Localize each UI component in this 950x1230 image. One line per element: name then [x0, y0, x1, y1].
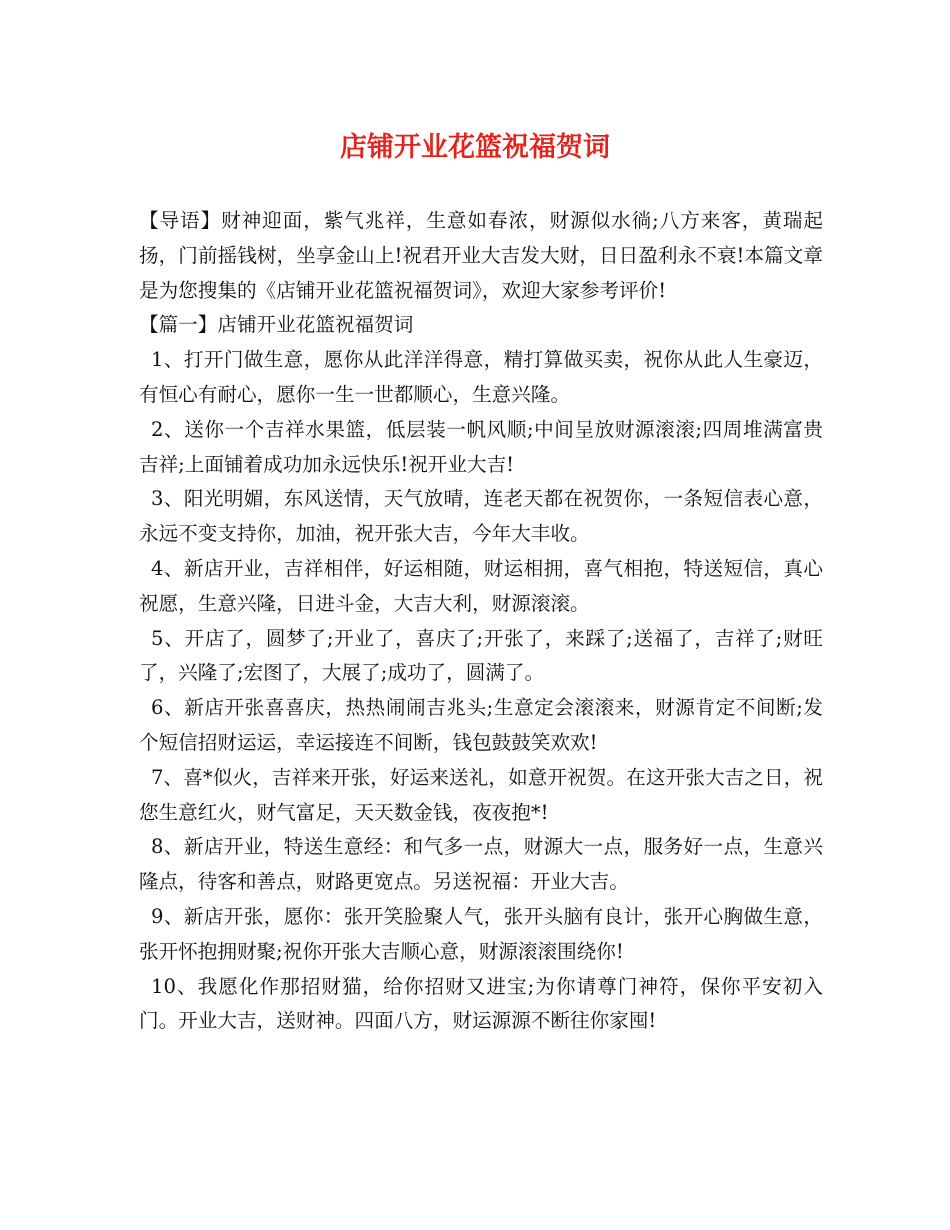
- list-item: 2、送你一个吉祥水果篮，低层装一帆风顺;中间呈放财源滚滚;四周堆满富贵吉祥;上面铺着成功加永远快乐!祝开业大吉!: [139, 417, 823, 476]
- list-item: 5、开店了，圆梦了;开业了，喜庆了;开张了，来踩了;送福了，吉祥了;财旺了，兴隆了;宏图了，大展了;成功了，圆满了。: [139, 626, 823, 685]
- list-item: 6、新店开张喜喜庆，热热闹闹吉兆头;生意定会滚滚来，财源肯定不间断;发个短信招财运运，幸运接连不间断，钱包鼓鼓笑欢欢!: [139, 696, 823, 754]
- list-item: 7、喜*似火，吉祥来开张，好运来送礼，如意开祝贺。在这开张大吉之日，祝您生意红火，财气富足，天天数金钱，夜夜抱*!: [139, 765, 823, 824]
- list-item: 4、新店开业，吉祥相伴，好运相随，财运相拥，喜气相抱，特送短信，真心祝愿，生意兴隆，日进斗金，大吉大利，财源滚滚。: [139, 556, 823, 615]
- list-item: 8、新店开业，特送生意经：和气多一点，财源大一点，服务好一点，生意兴隆点，待客和善点，财路更宽点。另送祝福：开业大吉。: [139, 835, 823, 894]
- list-item: 3、阳光明媚，东风送情，天气放晴，连老天都在祝贺你，一条短信表心意，永远不变支持你，加油，祝开张大吉，今年大丰收。: [139, 487, 823, 546]
- list-item: 9、新店开张，愿你：张开笑脸聚人气，张开头脑有良计，张开心胸做生意，张开怀抱拥财聚;祝你开张大吉顺心意，财源滚滚围绕你!: [139, 904, 823, 963]
- intro-paragraph: 【导语】财神迎面，紫气兆祥，生意如春浓，财源似水徜;八方来客，黄瑞起扬，门前摇钱树，坐享金山上!祝君开业大吉发大财，日日盈利永不衰!本篇文章是为您搜集的《店铺开业花篮祝福贺词》，欢迎大家参考评价!: [139, 209, 823, 302]
- section-heading: 【篇一】店铺开业花篮祝福贺词: [139, 313, 414, 337]
- document-title: 店铺开业花篮祝福贺词: [340, 132, 610, 163]
- list-item: 1、打开门做生意，愿你从此洋洋得意，精打算做买卖，祝你从此人生豪迈，有恒心有耐心，愿你一生一世都顺心，生意兴隆。: [139, 348, 823, 406]
- list-item: 10、我愿化作那招财猫，给你招财又进宝;为你请尊门神符，保你平安初入门。开业大吉，送财神。四面八方，财运源源不断往你家囤!: [139, 974, 823, 1033]
- document-body: [139, 204, 823, 1039]
